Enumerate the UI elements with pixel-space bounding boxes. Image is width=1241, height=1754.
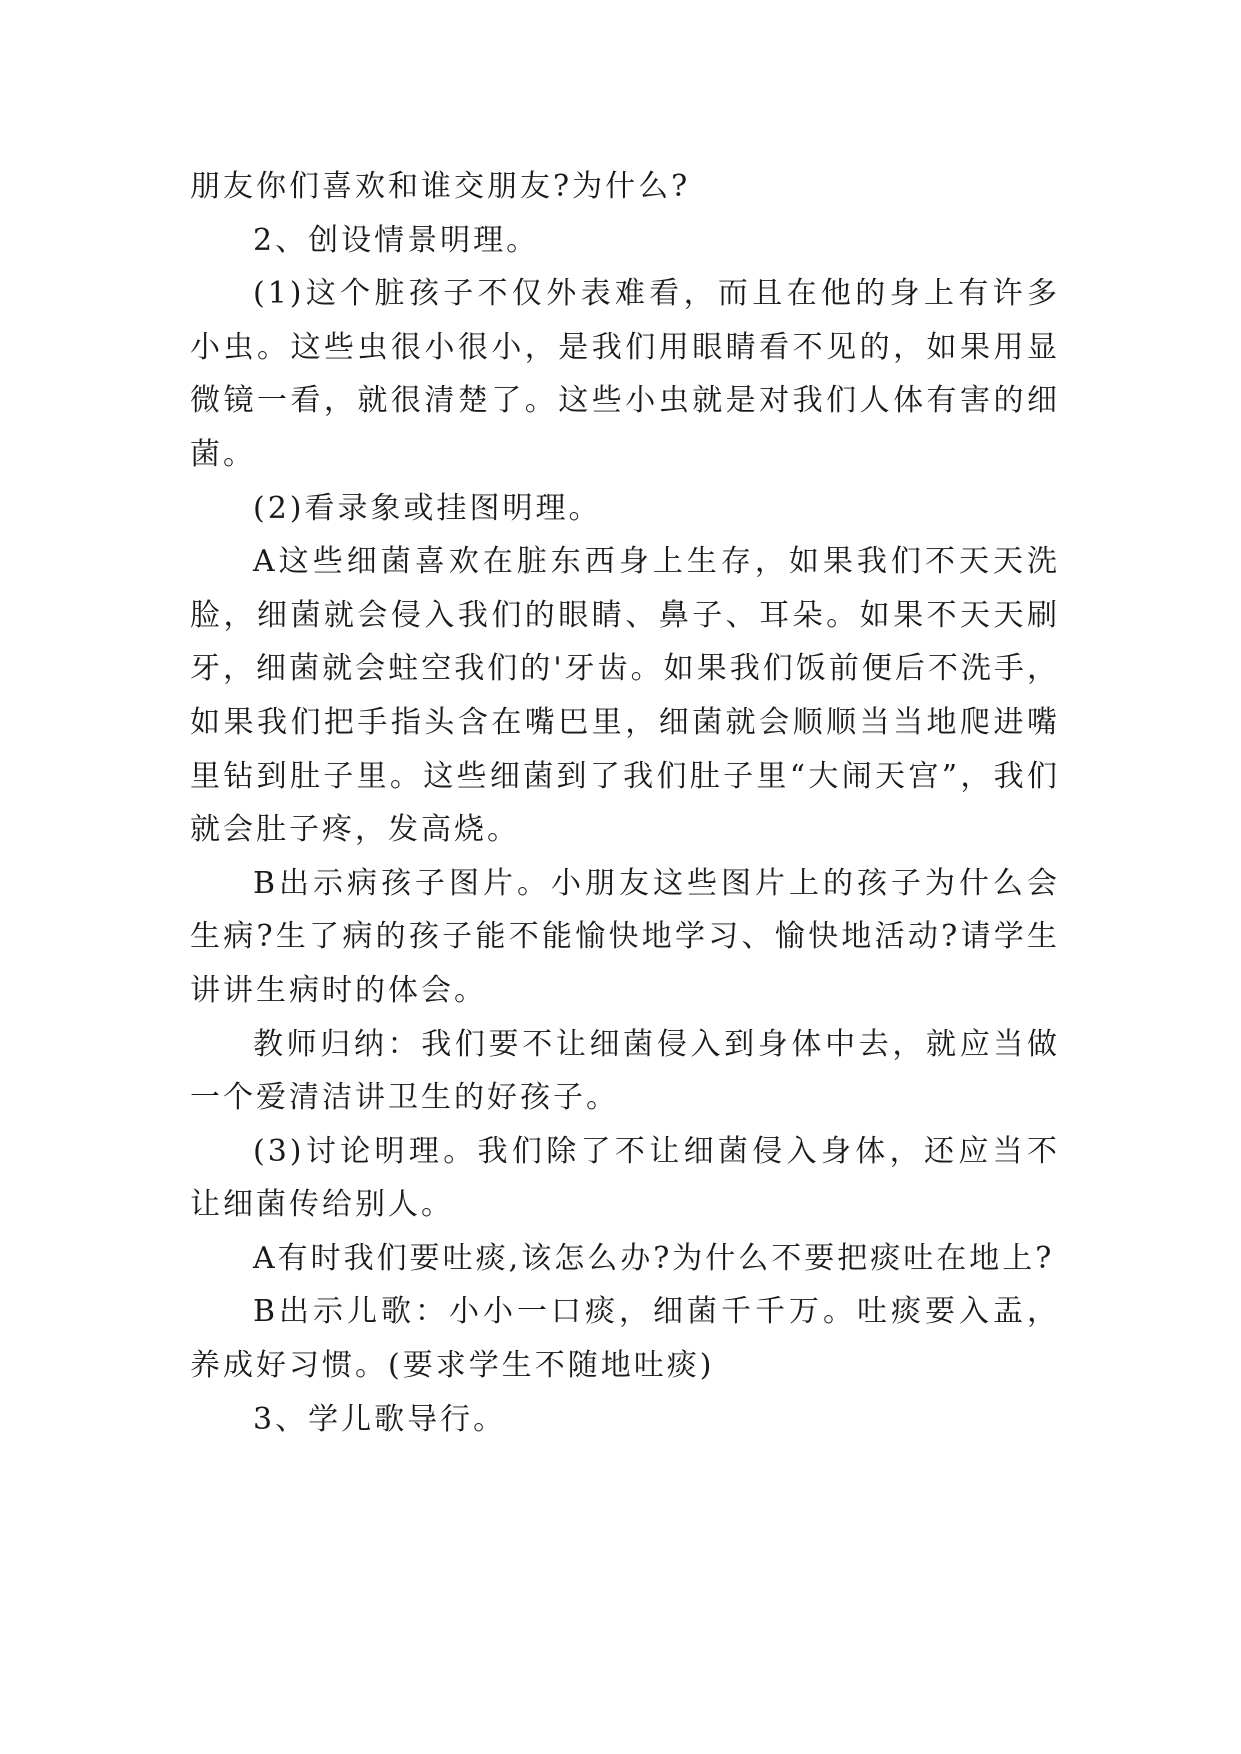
paragraph: 朋友你们喜欢和谁交朋友?为什么? [190,169,691,204]
paragraph: (2)看录象或挂图明理。 [253,490,602,526]
paragraph: A有时我们要吐痰,该怎么办?为什么不要把痰吐在地上? [253,1240,1055,1276]
document-body [190,160,1060,1446]
paragraph: (1)这个脏孩子不仅外表难看，而且在他的身上有许多小虫。这些虫很小很小，是我们用眼睛看不见的，如果用显微镜一看，就很清楚了。这些小虫就是对我们人体有害的细菌。 [190,276,1060,472]
section-heading: 3、学儿歌导行。 [253,1401,507,1437]
paragraph: B出示儿歌：小小一口痰，细菌千千万。吐痰要入盂，养成好习惯。(要求学生不随地吐痰) [190,1294,1060,1384]
paragraph: 教师归纳：我们要不让细菌侵入到身体中去，就应当做一个爱清洁讲卫生的好孩子。 [190,1026,1060,1116]
paragraph: A这些细菌喜欢在脏东西身上生存，如果我们不天天洗脸，细菌就会侵入我们的眼睛、鼻子、耳朵。如果不天天刷牙，细菌就会蛀空我们的'牙齿。如果我们饭前便后不洗手，如果我们把手指头含在嘴巴里，细菌就会顺顺当当地爬进嘴里钻到肚子里。这些细菌到了我们肚子里“大闹天宫”，我们就会肚子疼，发高烧。 [190,544,1060,848]
paragraph: (3)讨论明理。我们除了不让细菌侵入身体，还应当不让细菌传给别人。 [190,1133,1060,1223]
paragraph: B出示病孩子图片。小朋友这些图片上的孩子为什么会生病?生了病的孩子能不能愉快地学习、愉快地活动?请学生讲讲生病时的体会。 [190,865,1060,1008]
section-heading: 2、创设情景明理。 [253,222,540,258]
